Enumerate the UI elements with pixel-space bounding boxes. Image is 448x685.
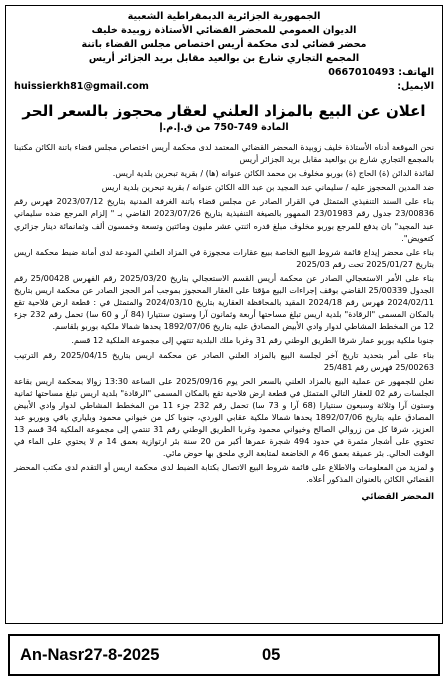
paragraph-bailiff: نحن الموقعة أدناه الأستاذة خليف زوبيدة المحضر القضائي المعتمد لدى محكمة أريس اختصاص مجلس قضاء باتنة الكائن مكتبنا بالمجمع التجاري شارع بن بوالعيد مقابل بريد الجزائر أريس	[14, 142, 434, 165]
header-line-address: المجمع التجاري شارع بن بوالعيد مقابل بريد الجزائر أريس	[88, 53, 360, 64]
paragraph-boundaries: جنوبا ملكية بوربو عمار شرقا الطريق الوطني رقم 31 وغربا ملك البلدية تنتهي إلى مجموعة الملكية 12 قسم.	[71, 335, 434, 346]
email-address: huissierkh81@gmail.com	[14, 81, 149, 92]
paragraph-debtor: ضد المدين المحجوز عليه / سليماني عبد المجيد بن عبد الله الكائن عنوانه / بقرية تبحرين بلدية اريس	[101, 182, 434, 193]
email-label: الايميل:	[397, 81, 434, 92]
header-line-republic: الجمهورية الجزائرية الديمقراطية الشعبية	[127, 11, 321, 22]
paragraph-creditor: لفائدة الدائن (ة) الحاج (ة) بوربو مخلوف بن محمد الكائن عنوانه (ها) / بقرية تبحرين بلدية اريس.	[112, 168, 434, 179]
paragraph-deposit: بناء على محضر إيداع قائمة شروط البيع الخاصة ببيع عقارات محجوزة في المزاد العلني المودعة لدى أمانة ضبط محكمة اريس بتاريخ 2025/01/27 تحت رقم 2025/03	[14, 246, 434, 269]
page-number: 05	[262, 645, 281, 664]
phone-row	[14, 66, 434, 80]
notice-header	[14, 10, 434, 66]
paragraph-order: بناء على الأمر الاستعجالي الصادر عن محكمة أريس القسم الاستعجالي بتاريخ 2025/03/20 رقم الفهرس 25/00428 رقم الجدول 25/00339 القاضي بوقف إجراءات البيع مؤقتا على العقار المحجوز بموجب أمر الحجز الصادر عن محكمة اريس بتاريخ 2024/02/11 فهرس رقم 2024/18 المقيد بالمحافظة العقارية بتاريخ 2024/03/10 والمتمثل في : قطعة ارض فلاحية تقع بالمكان المسمى "الرقادة" بلدية اريس تبلغ مساحتها أربعة وثمانون آرا وستون سنتيارا (84 آر و 60 سا) تحمل رقم 232 جزء 12 من المخطط المشاطي لدوار وادي الأبيض المصادق عليه بتاريخ 1892/07/06 يحدها شمالا ملكية بوربو بلقاسم.	[14, 272, 434, 332]
contact-block	[14, 66, 434, 94]
newspaper-footer	[8, 634, 440, 676]
paragraph-announcement: نعلن للجمهور عن عملية البيع بالمزاد العلني بالسعر الحر يوم 2025/09/16 على الساعة 13:30 زوالا بمحكمة اريس بقاعة الجلسات رقم 02 للعقار التالي المتمثل في قطعة ارض فلاحية تقع بالمكان المسمى "الرقادة" بلدية اريس تبلغ مساحتها ثمانية وستون آرا وثلاثة وسبعون سنتيارا (68 آرا و 73 سا) تحمل رقم 232 جزء 11 من المخطط المشاطي لدوار وادي الأبيض المصادق عليه بتاريخ 1892/07/06 يحدها شمالا ملكية عقابي الوردي، جنوبا كل من خيواني محمود وبلياري باقي وبوربو عبد العزيز، شرقا كل من زروالي الصالح وخيواني محمود وغربا الطريق الوطني رقم 31 تنتمي إلى مجموعة الملكية 34 قسم 13 تحتوي على أشجار مثمرة في حدود 494 شجرة عمرها أكبر من 20 سنة بئر ارتوازية بعمق 14 م لا يحتوي على الماء في الوقت الحالي. بئر عميقة بعمق 46 م الخاضعة لمتابعة الري ملحق بها حوض مائي.	[14, 375, 435, 459]
publication-date: An-Nasr27-8-2025	[20, 645, 160, 664]
notice-title: اعلان عن البيع بالمزاد العلني لعقار محجوز بالسعر الحر	[22, 102, 426, 120]
phone-number: 0667010493	[328, 67, 395, 78]
paragraph-info: و لمزيد من المعلومات والاطلاع على قائمة شروط البيع الاتصال بكتابة الضبط لدى محكمة اريس أو التقدم لدى مكتب المحضر القضائي الكائن بالعنوان المذكور أعلاه.	[14, 462, 434, 485]
header-line-office: الديوان العمومي للمحضر القضائي الأستاذة زوبيدة خليف	[91, 25, 357, 36]
paragraph-new-date: بناء على أمر بتحديد تاريخ آخر لجلسة البيع بالمزاد العلني الصادر عن محكمة اريس بتاريخ 2025/04/15 رقم الترتيب 25/00263 فهرس رقم 25/481	[14, 349, 434, 372]
email-row	[14, 80, 434, 94]
paragraph-judgment: بناء على السند التنفيذي المتمثل في القرار الصادر عن مجلس قضاء باتنة الغرفة المدنية بتاريخ 2023/07/12 فهرس رقم 23/00836 جدول رقم 23/01983 الممهور بالصيغة التنفيذية بتاريخ 2023/07/26 القاضي بـ " إلزام المرجع ضده سليماني عبد المجيد" بان يدفع للمرجع بوربو مخلوف مبلغ قدره اثنتي عشر مليون ومائتين وتسعة وخمسون ألف وثمانمائة دينار جزائري كتعويض".	[14, 196, 434, 243]
notice-subtitle: المادة 749-750 من ق.إ.م.إ	[159, 122, 289, 133]
phone-label: الهاتف:	[398, 67, 434, 78]
signature: المحضر القضائي	[361, 491, 434, 502]
header-line-court: محضر قضائي لدى محكمة أريس اختصاص مجلس القضاء باتنة	[81, 39, 367, 50]
notice-frame	[5, 5, 443, 624]
